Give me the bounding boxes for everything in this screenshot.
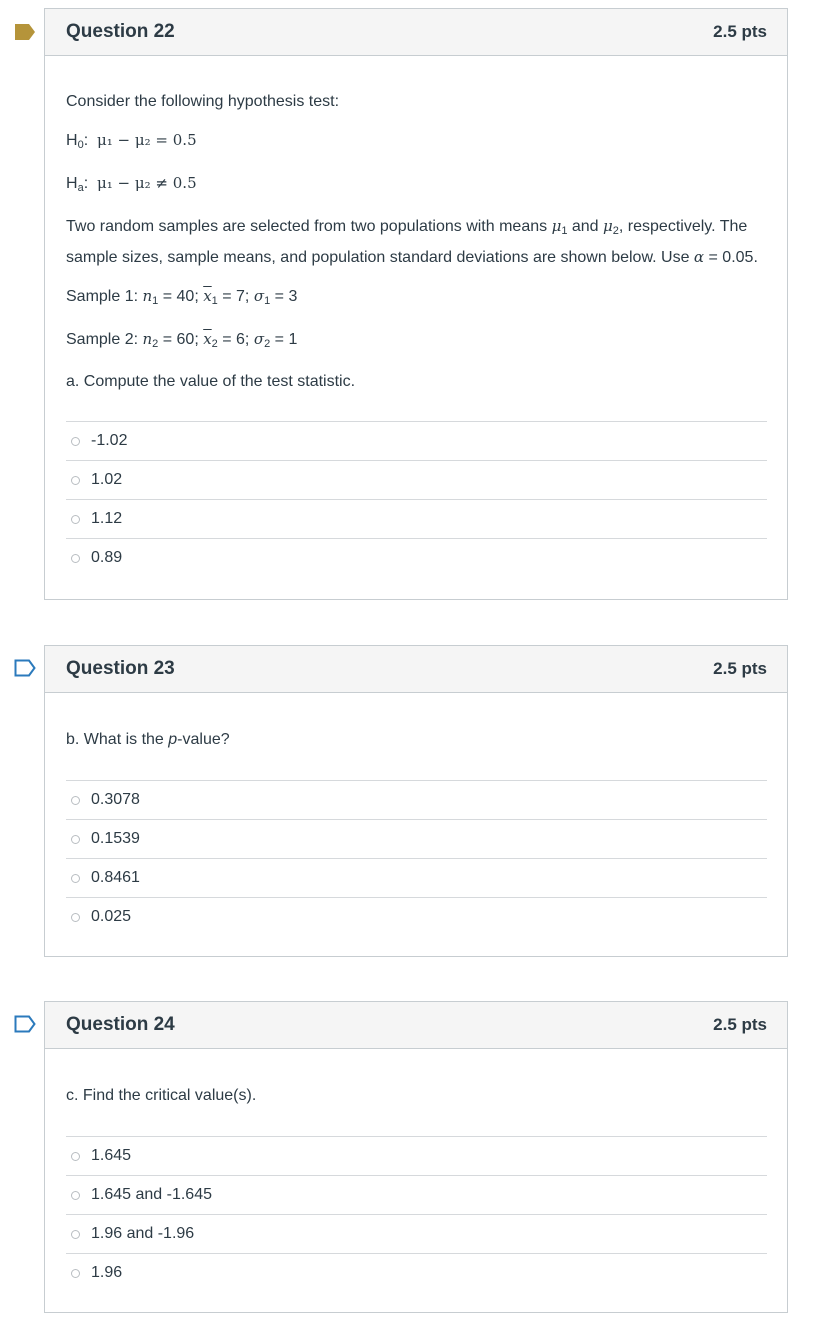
radio-button[interactable] (71, 554, 80, 563)
answer-option[interactable]: 1.645 (66, 1136, 767, 1175)
radio-button[interactable] (71, 835, 80, 844)
answer-option[interactable]: 1.96 (66, 1253, 767, 1292)
flag-filled-icon[interactable] (14, 23, 36, 41)
answer-option[interactable]: 0.89 (66, 538, 767, 577)
question-card-22 (44, 8, 788, 600)
question-title: Question 23 (66, 658, 175, 679)
question-header (45, 1002, 787, 1049)
radio-button[interactable] (71, 437, 80, 446)
radio-button[interactable] (71, 1269, 80, 1278)
sample-1-info: Sample 1: $n_1 = 40$; $\overline{x}_1 = 7$; $\sigma_1 = 3$ (66, 287, 298, 307)
answer-option[interactable]: 1.645 and -1.645 (66, 1175, 767, 1214)
question-title: Question 24 (66, 1014, 175, 1035)
question-intro: Consider the following hypothesis test: (66, 93, 340, 110)
answer-list (66, 1136, 767, 1292)
null-hypothesis: $H_0$: μ₁ − μ₂ = 0.5 (66, 131, 197, 151)
question-points: 2.5 pts (713, 659, 767, 678)
radio-button[interactable] (71, 874, 80, 883)
answer-option[interactable]: 0.8461 (66, 858, 767, 897)
answer-option[interactable]: 0.025 (66, 897, 767, 936)
radio-button[interactable] (71, 515, 80, 524)
answer-list (66, 421, 767, 577)
question-prompt: a. Compute the value of the test statistic. (66, 373, 356, 390)
radio-button[interactable] (71, 1152, 80, 1161)
question-header (45, 646, 787, 693)
question-points: 2.5 pts (713, 1015, 767, 1034)
answer-option[interactable]: 0.1539 (66, 819, 767, 858)
radio-button[interactable] (71, 796, 80, 805)
alternative-hypothesis: $H_a$: μ₁ − μ₂ ≠ 0.5 (66, 174, 197, 194)
radio-button[interactable] (71, 1191, 80, 1200)
answer-option[interactable]: 0.3078 (66, 780, 767, 819)
question-card-23 (44, 645, 788, 957)
question-prompt: c. Find the critical value(s). (66, 1087, 257, 1104)
radio-button[interactable] (71, 1230, 80, 1239)
radio-button[interactable] (71, 913, 80, 922)
question-header (45, 9, 787, 56)
question-points: 2.5 pts (713, 22, 767, 41)
flag-outline-icon[interactable] (14, 659, 36, 677)
answer-option[interactable]: 1.02 (66, 460, 767, 499)
question-card-24 (44, 1001, 788, 1313)
answer-list (66, 780, 767, 936)
question-title: Question 22 (66, 21, 175, 42)
question-prompt: b. What is the p-value? (66, 731, 230, 748)
answer-option[interactable]: 1.96 and -1.96 (66, 1214, 767, 1253)
flag-outline-icon[interactable] (14, 1015, 36, 1033)
answer-option[interactable]: -1.02 (66, 421, 767, 460)
question-description: Two random samples are selected from two populations with means $\mu_1$ and $\mu_2$, respectively. The sample sizes, sample means, and population standard deviations are shown below. Use α = 0.05. (66, 217, 758, 266)
radio-button[interactable] (71, 476, 80, 485)
answer-option[interactable]: 1.12 (66, 499, 767, 538)
sample-2-info: Sample 2: $n_2 = 60$; $\overline{x}_2 = 6$; $\sigma_2 = 1$ (66, 330, 298, 350)
